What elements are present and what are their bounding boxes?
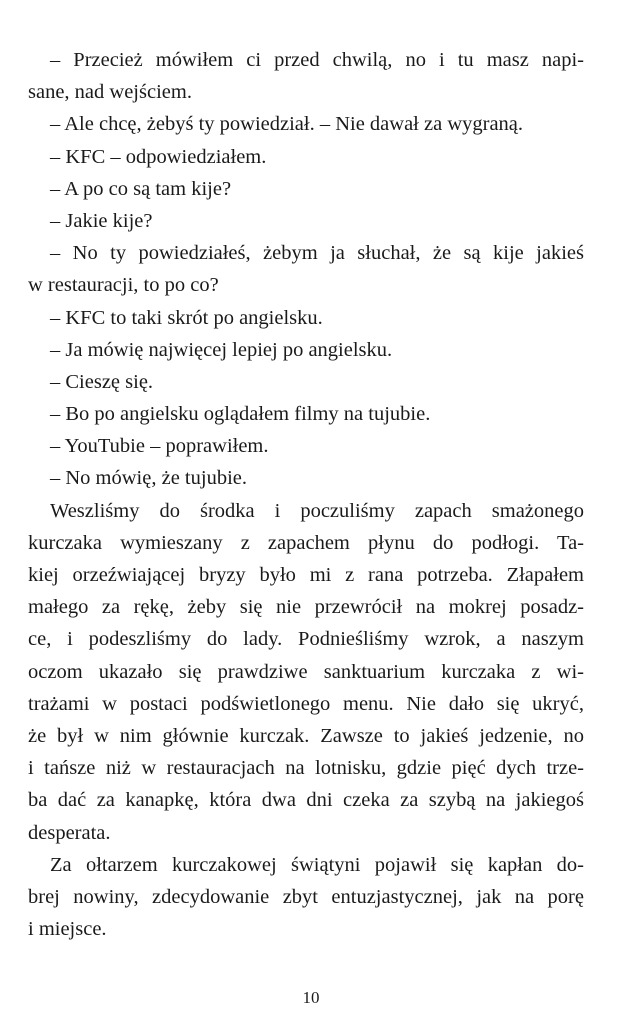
dialogue-line: – Cieszę się. — [50, 370, 154, 393]
paragraph-line: ce, i podeszliśmy do lady. Podnieśliśmy wzrok, a naszym — [28, 628, 584, 651]
paragraph-line: małego za rękę, żeby się nie przewrócił na mokrej posadz- — [28, 596, 584, 619]
dialogue-line: – KFC – odpowiedziałem. — [50, 145, 267, 168]
page-body — [28, 44, 584, 945]
paragraph-line: trażami w postaci podświetlonego menu. Nie dało się ukryć, — [28, 692, 584, 715]
dialogue-line: – KFC to taki skrót po angielsku. — [50, 306, 323, 329]
paragraph-line: Za ołtarzem kurczakowej świątyni pojawił się kapłan do- — [50, 853, 584, 876]
dialogue-line: – Ale chcę, żebyś ty powiedział. – Nie dawał za wygraną. — [50, 113, 524, 136]
page-number: 10 — [302, 988, 320, 1007]
paragraph-line: oczom ukazało się prawdziwe sanktuarium kurczaka z wi- — [28, 660, 584, 683]
dialogue-line: – Przecież mówiłem ci przed chwilą, no i tu masz napi- — [50, 49, 584, 71]
dialogue-line: – Bo po angielsku oglądałem filmy na tujubie. — [50, 403, 431, 426]
dialogue-line: sane, nad wejściem. — [28, 81, 192, 104]
dialogue-line: – No mówię, że tujubie. — [50, 467, 247, 490]
paragraph-line: i miejsce. — [28, 918, 107, 941]
dialogue-line: w restauracji, to po co? — [28, 274, 219, 297]
paragraph-line: Weszliśmy do środka i poczuliśmy zapach smażonego — [50, 499, 584, 522]
paragraph-line: kurczaka wymieszany z zapachem płynu do podłogi. Ta- — [28, 531, 584, 554]
dialogue-line: – YouTubie – poprawiłem. — [50, 435, 269, 458]
dialogue-line: – Ja mówię najwięcej lepiej po angielsku. — [50, 338, 393, 361]
paragraph-line: i tańsze niż w restauracjach na lotnisku, gdzie pięć dych trze- — [28, 757, 584, 780]
paragraph-line: desperata. — [28, 821, 111, 844]
dialogue-line: – No ty powiedziałeś, żebym ja słuchał, że są kije jakieś — [50, 242, 584, 265]
paragraph-line: ba dać za kanapkę, która dwa dni czeka za szybą na jakiegoś — [28, 789, 584, 812]
dialogue-line: – A po co są tam kije? — [50, 177, 232, 200]
paragraph-line: kiej orzeźwiającej bryzy było mi z rana potrzeba. Złapałem — [28, 564, 584, 586]
paragraph-line: brej nowiny, zdecydowanie zbyt entuzjastycznej, jak na porę — [28, 885, 584, 908]
dialogue-line: – Jakie kije? — [50, 209, 153, 232]
paragraph-line: że był w nim głównie kurczak. Zawsze to jakieś jedzenie, no — [28, 724, 584, 747]
